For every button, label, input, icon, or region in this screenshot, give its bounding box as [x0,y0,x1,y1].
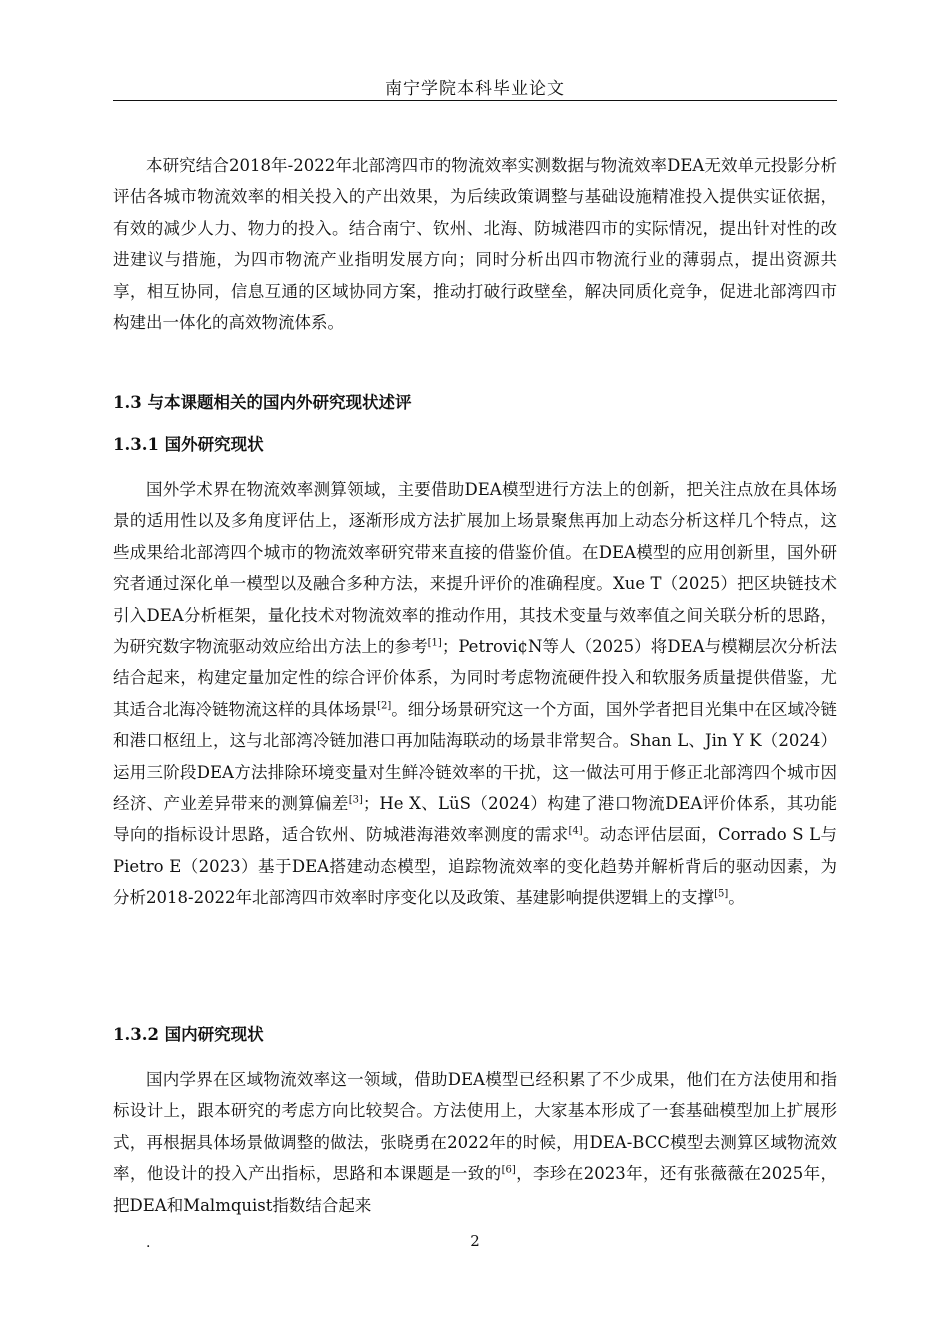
section-heading-1-3: 1.3 与本课题相关的国内外研究现状述评 [113,393,412,412]
page-number: 2 [470,1232,480,1250]
citation-ref: [1] [427,637,442,649]
header-title: 南宁学院本科毕业论文 [385,79,565,99]
text-segment: 。动态评估层面，Corrado S L与Pietro E（2023）基于DEA搭建动态模型，追踪物流效率的变化趋势并解析背后的驱动因素，为分析2018-2022年北部湾四市效率时序变化以及政策、基建影响提供逻辑上的支撑 [113,825,838,908]
citation-ref: [4] [568,825,583,837]
subsection-heading-1-3-2: 1.3.2 国内研究现状 [113,1025,264,1044]
citation-ref: [2] [377,700,392,712]
text-segment: ；He X、LüS（2024）构建了港口物流DEA评价体系，其功能导向的指标设计思路，适合钦州、防城港海港效率测度的需求 [113,794,838,845]
text-segment: ；Petrovi¢N等人（2025）将DEA与模糊层次分析法结合起来，构建定量加定性的综合评价体系，为同时考虑物流硬件投入和软服务质量提供借鉴，尤其适合北海冷链物流这样的具体场景 [113,637,838,719]
text-segment: 国外学术界在物流效率测算领域，主要借助DEA模型进行方法上的创新，把关注点放在具体场景的适用性以及多角度评估上，逐渐形成方法扩展加上场景聚焦再加上动态分析这样几个特点，这些成果给北部湾四个城市的物流效率研究带来直接的借鉴价值。在DEA模型的应用创新里，国外研究者通过深化单一模型以及融合多种方法，来提升评价的准确程度。Xue T（2025）把区块链技术引入DEA分析框架，量化技术对物流效率的推动作用，其技术变量与效率值之间关联分析的思路，为研究数字物流驱动效应给出方法上的参考 [113,480,837,657]
header-divider [113,100,837,101]
text-segment: ，李珍在2023年，还有张薇薇在2025年，把DEA和Malmquist指数结合起来 [113,1164,838,1215]
text-segment: 。细分场景研究这一个方面，国外学者把目光集中在区域冷链和港口枢纽上，这与北部湾冷链加港口再加陆海联动的场景非常契合。Shan L、Jin Y K（2024）运用三阶段DEA方法排除环境变量对生鲜冷链效率的干扰，这一做法可用于修正北部湾四个城市因经济、产业差异带来的测算偏差 [113,699,838,814]
subsection-heading-1-3-1: 1.3.1 国外研究现状 [113,435,264,454]
intro-paragraph: 本研究结合2018年-2022年北部湾四市的物流效率实测数据与物流效率DEA无效单元投影分析评估各城市物流效率的相关投入的产出效果，为后续政策调整与基础设施精准投入提供实证依据，有效的减少人力、物力的投入。结合南宁、钦州、北海、防城港四市的实际情况，提出针对性的改进建议与措施，为四市物流产业指明发展方向；同时分析出四市物流行业的薄弱点，提出资源共享，相互协同，信息互通的区域协同方案，推动打破行政壁垒，解决同质化竞争，促进北部湾四市构建出一体化的高效物流体系。 [113,156,837,333]
citation-ref: [3] [348,794,363,806]
foreign-research-paragraph [113,474,837,914]
citation-ref: [6] [501,1164,516,1176]
domestic-research-paragraph [113,1064,837,1221]
footer-mark: . [146,1235,151,1251]
text-segment: 国内学界在区域物流效率这一领域，借助DEA模型已经积累了不少成果，他们在方法使用和指标设计上，跟本研究的考虑方向比较契合。方法使用上，大家基本形成了一套基础模型加上扩展形式，再根据具体场景做调整的做法，张晓勇在2022年的时候，用DEA-BCC模型去测算区域物流效率，他设计的投入产出指标，思路和本课题是一致的 [113,1070,837,1184]
text-segment: 。 [728,888,745,908]
citation-ref: [5] [714,888,729,900]
